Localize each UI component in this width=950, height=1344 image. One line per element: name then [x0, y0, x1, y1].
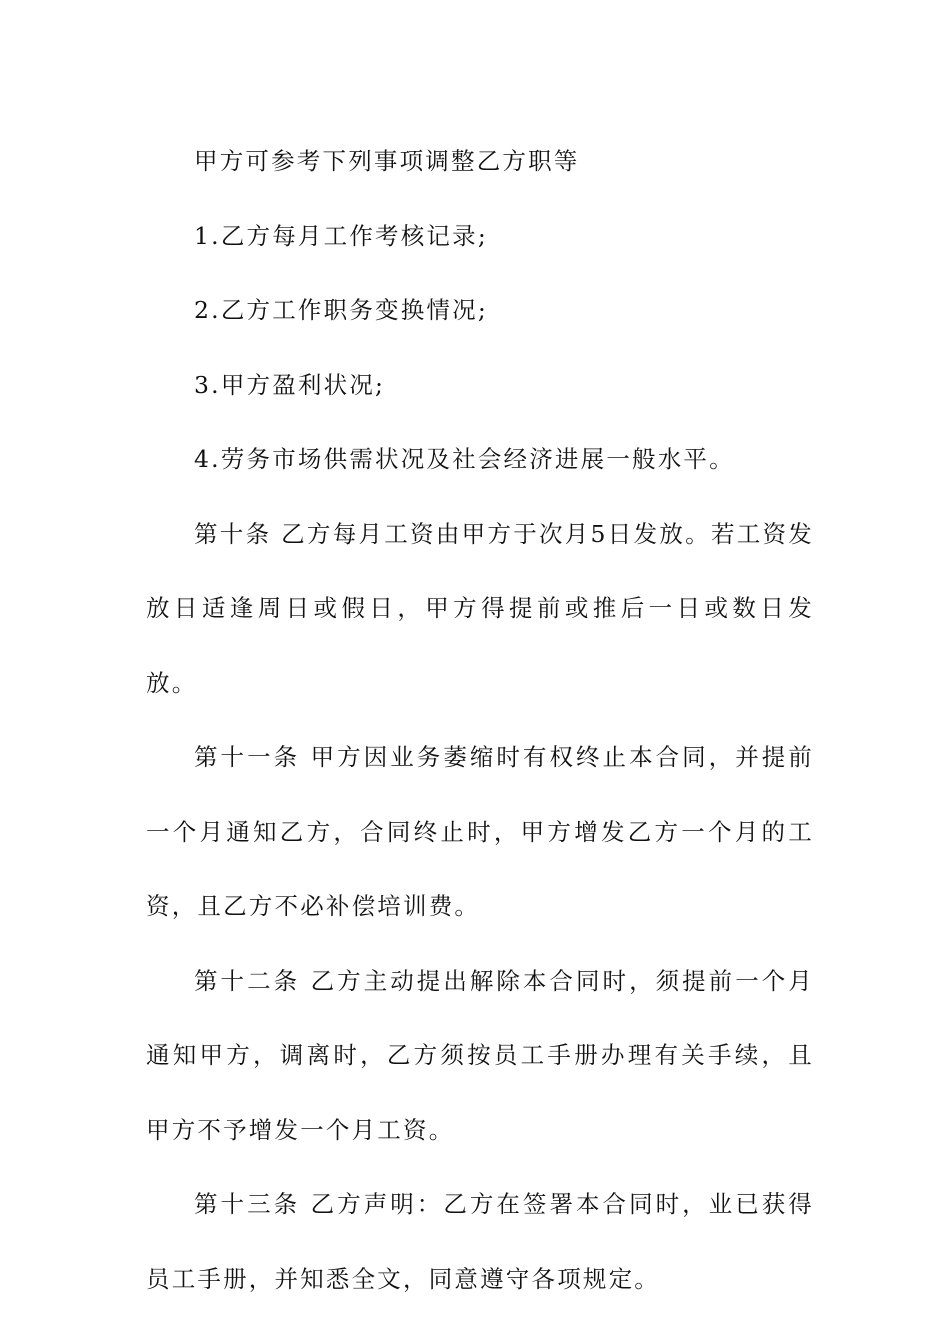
list-item-4: 4.劳务市场供需状况及社会经济进展一般水平。 — [194, 445, 735, 473]
article-12: 第十二条 乙方主动提出解除本合同时，须提前一个月通知甲方，调离时，乙方须按员工手册办理有关手续，且甲方不予增发一个月工资。 — [146, 966, 814, 1144]
list-item-2: 2.乙方工作职务变换情况; — [194, 296, 488, 324]
article-11: 第十一条 甲方因业务萎缩时有权终止本合同，并提前一个月通知乙方，合同终止时，甲方增发乙方一个月的工资，且乙方不必补偿培训费。 — [146, 743, 814, 920]
list-item-1: 1.乙方每月工作考核记录; — [194, 221, 488, 250]
article-10: 第十条 乙方每月工资由甲方于次月5日发放。若工资发放日适逢周日或假日，甲方得提前或推后一日或数日发放。 — [146, 519, 814, 697]
list-item-3: 3.甲方盈利状况; — [194, 370, 386, 399]
paragraph-intro: 甲方可参考下列事项调整乙方职等 — [194, 147, 580, 175]
document-body — [146, 124, 814, 1316]
article-13: 第十三条 乙方声明：乙方在签署本合同时，业已获得员工手册，并知悉全文，同意遵守各项规定。 — [146, 1190, 814, 1293]
